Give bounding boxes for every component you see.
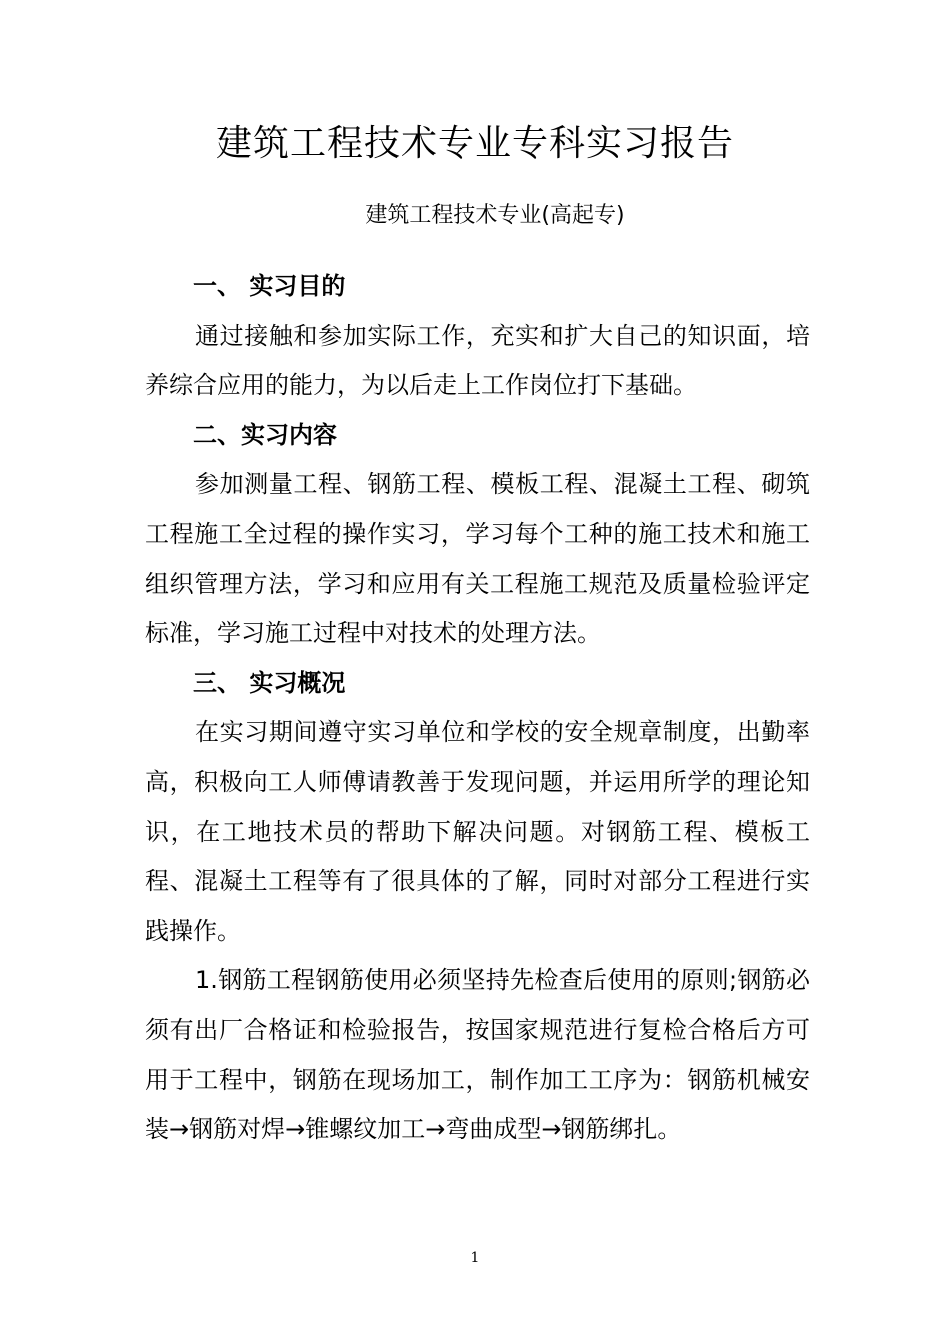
section-content [145, 411, 810, 659]
paragraph: 参加测量工程、钢筋工程、模板工程、混凝土工程、砌筑工程施工全过程的操作实习，学习每个工种的施工技术和施工组织管理方法，学习和应用有关工程施工规范及质量检验评定标准，学习施工过程中对技术的处理方法。 [145, 470, 810, 648]
document-title: 建筑工程技术专业专科实习报告 [215, 123, 734, 164]
document-subtitle: 建筑工程技术专业(高起专) [365, 203, 625, 228]
document-body [145, 262, 810, 1155]
section-heading: 二、实习内容 [193, 420, 337, 449]
section-heading: 三、 实习概况 [193, 668, 346, 697]
paragraph: 1.钢筋工程钢筋使用必须坚持先检查后使用的原则;钢筋必须有出厂合格证和检验报告，按国家规范进行复检合格后方可用于工程中，钢筋在现场加工，制作加工工序为：钢筋机械安装→钢筋对焊→锥螺纹加工→弯曲成型→钢筋绑扎。 [145, 966, 810, 1144]
page-number: 1 [470, 1250, 480, 1266]
section-heading: 一、 实习目的 [193, 272, 346, 300]
paragraph: 通过接触和参加实际工作，充实和扩大自己的知识面，培养综合应用的能力，为以后走上工作岗位打下基础。 [145, 321, 810, 400]
section-overview [145, 659, 810, 1155]
section-purpose [145, 262, 810, 411]
paragraph: 在实习期间遵守实习单位和学校的安全规章制度，出勤率高，积极向工人师傅请教善于发现问题，并运用所学的理论知识，在工地技术员的帮助下解决问题。对钢筋工程、模板工程、混凝土工程等有了很具体的了解，同时对部分工程进行实践操作。 [145, 718, 810, 945]
